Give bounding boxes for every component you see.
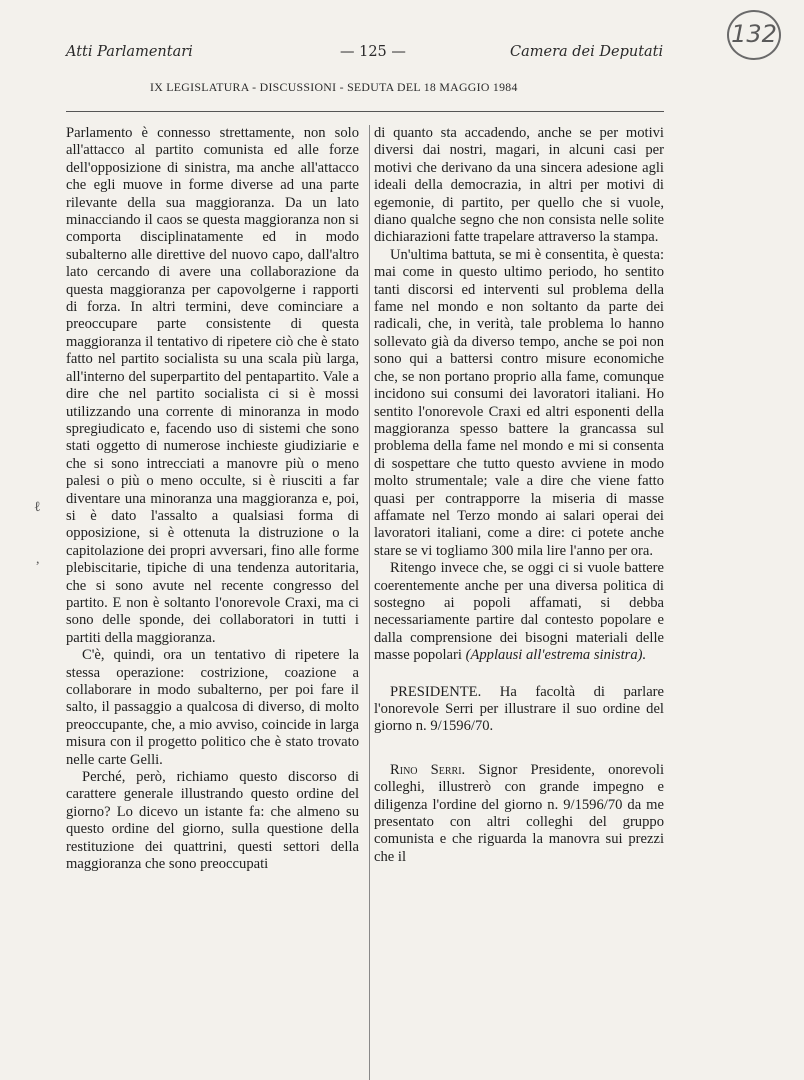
left-paragraph-3: Perché, però, richiamo questo discorso di carattere generale illustrando questo ordine del giorno? Lo dicevo un istante fa: che almeno su questo ordine del giorno, sulla questione della restituzione dei quattrini, questi settori della maggioranza che sono preoccupati	[66, 769, 359, 873]
right-paragraph-3-text: Ritengo invece che, se oggi ci si vuole battere coerentemente anche per una diversa politica di sostegno ai popoli affamati, si debba necessariamente partire dal contesto popolare e dalla comprensione dei bisogni materiali delle masse popolari	[374, 560, 664, 664]
right-paragraph-1: di quanto sta accadendo, anche se per motivi diversi dai nostri, magari, in alcuni casi per motivi che derivano da una sincera adesione agli ideali della democrazia, in altri per motivi di egemonie, di partito, per quello che si vuole, diano qualche segno che non consista nelle solite dichiarazioni fatte trapelare attraverso la stampa.	[374, 125, 664, 246]
header-left: Atti Parlamentari	[66, 44, 193, 60]
right-column	[374, 125, 664, 866]
header-rule	[66, 111, 664, 112]
right-paragraph-4	[374, 684, 664, 736]
left-paragraph-1: Parlamento è connesso strettamente, non solo all'attacco al partito comunista ed alle forze dell'opposizione di sinistra, ma anche all'attacco che egli muove in forme diverse ad una parte rilevante della sua maggioranza. Da un lato minacciando il caos se questa maggioranza non si comporta disciplinatamente ed in modo subalterno alle direttive del nuovo capo, dall'altro lato cercando di avere una collaborazione da questa maggioranza per capovolgerne i rapporti di forza. In altri termini, deve cominciare a preoccupare parte consistente di questa maggioranza il tentativo di ripetere ciò che è stato fatto nel partito socialista su una scala più larga, all'interno del superpartito del pentapartito. Vale a dire che nel partito socialista ci si è mossi utilizzando una corrente di minoranza in modo spregiudicato e, facendo uso di sistemi che sono stati oggetto di numerose inchieste giudiziarie e che si sono intrecciati a manovre più o meno palesi o più o meno occulte, si è riusciti a far diventare una minoranza una maggioranza e, poi, si è dato l'assalto a qualsiasi forma di opposizione, si è ottenuta la distruzione o la capitolazione dei propri avversari, fino alle forme plebiscitarie, tipiche di una tendenza autoritaria, che si sono avute nel recente congresso del partito. E non è soltanto l'onorevole Craxi, ma ci sono delle sponde, dei collaboratori in tutti i partiti della maggioranza.	[66, 125, 359, 646]
right-paragraph-5	[374, 762, 664, 866]
speaker-presidente: PRESIDENTE.	[390, 683, 482, 700]
session-subheader: IX LEGISLATURA - DISCUSSIONI - SEDUTA DEL 18 MAGGIO 1984	[150, 80, 518, 94]
margin-mark-2: ,	[36, 552, 40, 567]
right-paragraph-4-text: Ha facoltà di parlare l'onorevole Serri per illustrare il suo ordine del giorno n. 9/1596/70.	[374, 683, 665, 735]
page-number: — 125 —	[340, 44, 406, 60]
right-paragraph-5-text: Signor Presidente, onorevoli colleghi, illustrerò con grande impegno e diligenza l'ordine del giorno n. 9/1596/70 da me presentato con altri colleghi del gruppo comunista e che riguarda la manovra sui prezzi che il	[374, 761, 665, 865]
column-divider	[369, 125, 370, 1080]
header-right: Camera dei Deputati	[510, 44, 664, 60]
right-paragraph-3	[374, 560, 664, 664]
margin-mark-1: ℓ	[34, 500, 41, 515]
applause-note: (Applausi all'estrema sinistra).	[465, 647, 647, 664]
left-paragraph-2: C'è, quindi, ora un tentativo di ripetere la stessa operazione: costrizione, coazione a collaborare in modo subalterno, per poi fare il salto, il passaggio a qualcosa di diverso, di molto preoccupante, che, a mio avviso, coincide in larga misura con il progetto politico che è stato trovato nelle carte Gelli.	[66, 647, 359, 768]
left-column	[66, 125, 359, 873]
speaker-serri: Rino Serri.	[390, 761, 466, 778]
right-paragraph-2: Un'ultima battuta, se mi è consentita, è questa: mai come in questo ultimo periodo, ho sentito tanti discorsi ed interventi sul problema della fame nel mondo e non soltanto da parte dei radicali, che, in verità, tale problema lo hanno sollevato già da diverso tempo, anche se poi non sono qui a battersi contro misure economiche che, se non portano proprio alla fame, comunque incidono sui consumi dei lavoratori italiani. Ho sentito l'onorevole Craxi ed altri esponenti della maggioranza spesso battere la grancassa sul problema della fame nel mondo e mi si consenta di sospettare che tutto questo avviene in modo molto strumentale; vale a dire che viene fatto quasi per contrapporre la miseria di masse affamate nel Terzo mondo ai salari operai dei lavoratori italiani, come a dire: ci potete anche stare se vi togliamo 300 mila lire l'anno per ora.	[374, 246, 664, 559]
handwritten-page-number: 132	[727, 10, 781, 60]
